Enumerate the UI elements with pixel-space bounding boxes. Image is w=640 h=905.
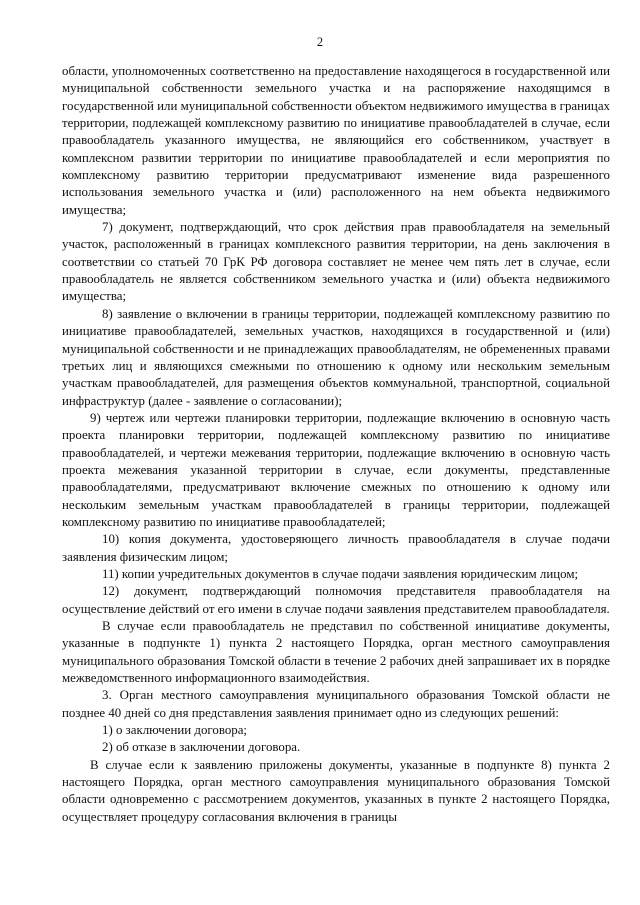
paragraph-continuation: области, уполномоченных соответственно на предоставление находящегося в государственной или муниципальной собственности земельного участка и на распоряжение находящимся в государственной или муниципальной собственности объектом недвижимого имущества в границах территории, подлежащей комплексному развитию по инициативе правообладателей в случае, если правообладатель указанного имущества, не являющийся его собственником, участвует в комплексном развитии территории по инициативе правообладателей и если мероприятия по комплексному развитию территории предусматривают изменение вида разрешенного использования земельного участка и (или) расположенного на нем объекта недвижимого имущества;: [62, 64, 610, 217]
paragraph-item-10: 10) копия документа, удостоверяющего личность правообладателя в случае подачи заявления физическим лицом;: [62, 532, 610, 564]
document-body: [62, 63, 610, 826]
paragraph-approval-procedure: В случае если к заявлению приложены документы, указанные в подпункте 8) пункта 2 настоящего Порядка, орган местного самоуправления муниципального образования Томской области одновременно с рассмотрением документов, указанных в пункте 2 настоящего Порядка, осуществляет процедуру согласования включения в границы: [62, 757, 610, 824]
paragraph-item-7: 7) документ, подтверждающий, что срок действия прав правообладателя на земельный участок, расположенный в границах комплексного развития территории, на день заключения в соответствии со статьей 70 ГрК РФ договора составляет не менее чем пять лет в случае, если правообладатель не является собственником земельного участка и (или) объекта недвижимого имущества;: [62, 220, 610, 304]
paragraph-item-12: 12) документ, подтверждающий полномочия представителя правообладателя на осуществление действий от его имени в случае подачи заявления представителем правообладателя.: [62, 584, 610, 616]
paragraph-item-8: 8) заявление о включении в границы территории, подлежащей комплексному развитию по инициативе правообладателей, земельных участков, находящихся в государственной и (или) муниципальной собственности и не принадлежащих правообладателям, не обремененных правами третьих лиц и являющихся смежными по отношению к одному или нескольким земельным участкам правообладателей, для размещения объектов коммунальной, транспортной, социальной инфраструктур (далее - заявление о согласовании);: [62, 306, 610, 408]
page-number: 2: [316, 35, 324, 49]
paragraph-clause-3: 3. Орган местного самоуправления муниципального образования Томской области не позднее 40 дней со дня представления заявления принимает одно из следующих решений:: [62, 688, 610, 720]
paragraph-item-11: 11) копии учредительных документов в случае подачи заявления юридическим лицом;: [102, 566, 579, 581]
paragraph-decision-2: 2) об отказе в заключении договора.: [102, 740, 301, 755]
paragraph-missing-documents: В случае если правообладатель не представил по собственной инициативе документы, указанные в подпункте 1) пункта 2 настоящего Порядка, орган местного самоуправления муниципального образования Томской области в течение 2 рабочих дней запрашивает их в порядке межведомственного информационного взаимодействия.: [62, 619, 610, 686]
paragraph-item-9: 9) чертеж или чертежи планировки территории, подлежащие включению в основную часть проекта планировки территории, подлежащей комплексному развитию по инициативе правообладателей, и чертежи межевания территории, подлежащие включению в основную часть проекта межевания указанной территории в случае, если документы, представленные правообладателями, предусматривают включение смежных по отношению к одному или нескольким земельным участкам правообладателей в границы территории, подлежащей комплексному развитию по инициативе правообладателей;: [62, 410, 610, 529]
paragraph-decision-1: 1) о заключении договора;: [102, 723, 248, 738]
